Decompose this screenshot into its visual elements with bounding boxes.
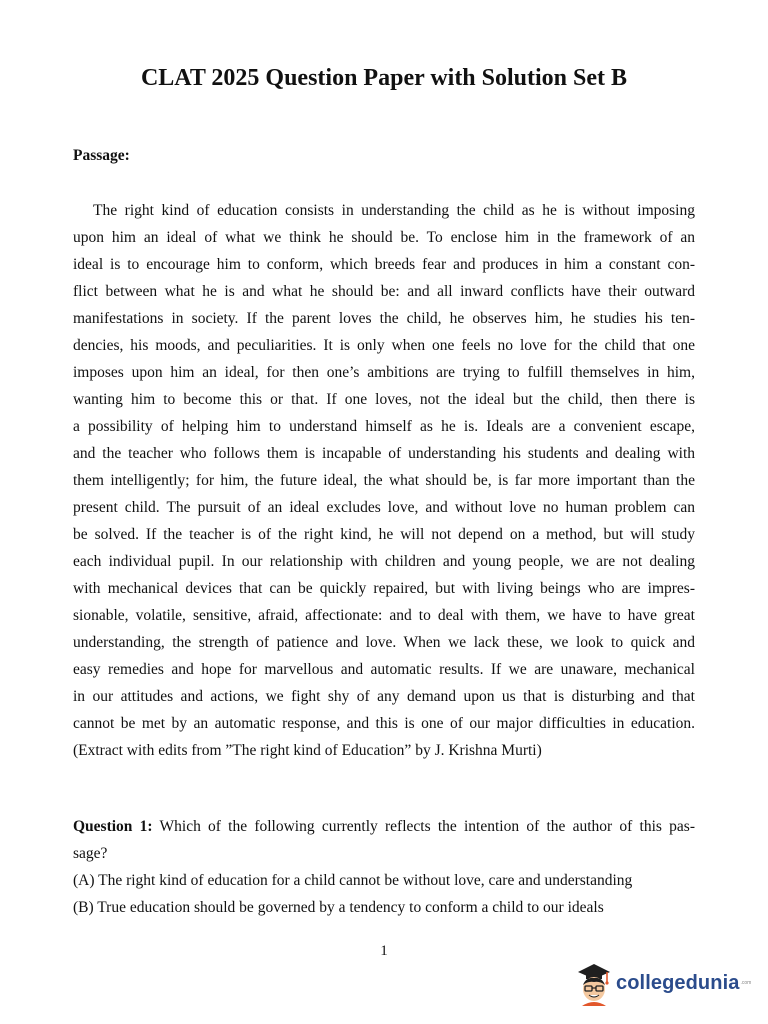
passage-line: cannot be met by an automatic response, and this is one of our major difficulties in education. (73, 715, 695, 732)
passage-source-line: (Extract with edits from ”The right kind of Education” by J. Krishna Murti) (73, 742, 542, 759)
passage-line: flict between what he is and what he should be: and all inward conflicts have their outward (73, 283, 695, 300)
question-stem (73, 813, 695, 840)
collegedunia-logo (574, 958, 754, 1008)
passage-line: The right kind of education consists in understanding the child as he is without imposing (93, 202, 695, 219)
passage-line: present child. The pursuit of an ideal excludes love, and without love no human problem can (73, 499, 695, 516)
passage-line: a possibility of helping him to understand himself as he is. Ideals are a convenient escape, (73, 418, 695, 435)
passage-line: with mechanical devices that can be quickly repaired, but with living beings who are impres- (73, 580, 695, 597)
passage-line: understanding, the strength of patience and love. When we lack these, we look to quick and (73, 634, 695, 651)
page-number: 1 (380, 943, 388, 959)
passage-line: be solved. If the teacher is of the right kind, he will not depend on a method, but will study (73, 526, 695, 543)
brand-name: collegedunia (616, 971, 740, 994)
passage-line: them intelligently; for him, the future ideal, the what should be, is far more important than the (73, 472, 695, 489)
option-b: (B) True education should be governed by a tendency to conform a child to our ideals (73, 899, 604, 916)
page-title: CLAT 2025 Question Paper with Solution Set B (140, 65, 628, 91)
passage-text (73, 197, 695, 764)
passage-line: upon him an ideal of what we think he should be. To enclose him in the framework of an (73, 229, 695, 246)
passage-line: imposes upon him an ideal, for then one’s ambitions are trying to fulfill themselves in him, (73, 364, 695, 381)
passage-label: Passage: (73, 147, 130, 164)
question-text: Which of the following currently reflects the intention of the author of this pas- (159, 818, 695, 835)
passage-line: each individual pupil. In our relationship with children and young people, we are not dealing (73, 553, 695, 570)
passage-line: dencies, his moods, and peculiarities. It is only when one feels no love for the child that one (73, 337, 695, 354)
passage-line: in our attitudes and actions, we fight shy of any demand upon us that is disturbing and that (73, 688, 695, 705)
passage-line: ideal is to encourage him to conform, which breeds fear and produces in him a constant con- (73, 256, 695, 273)
question-text-continued: sage? (73, 845, 108, 862)
question-label: Question 1: (73, 818, 153, 835)
option-a: (A) The right kind of education for a child cannot be without love, care and understanding (73, 872, 633, 889)
passage-line: and the teacher who follows them is incapable of understanding his students and dealing with (73, 445, 695, 462)
question-block (73, 813, 695, 921)
student-mascot-icon (574, 960, 614, 1006)
passage-line: wanting him to become this or that. If one loves, not the ideal but the child, then there is (73, 391, 695, 408)
passage-line: manifestations in society. If the parent loves the child, he observes him, he studies his ten- (73, 310, 695, 327)
passage-line: easy remedies and hope for marvellous and automatic results. If we are unaware, mechanical (73, 661, 695, 678)
brand-domain: .com (740, 980, 752, 986)
passage-line: sionable, volatile, sensitive, afraid, affectionate: and to deal with them, we have to have great (73, 607, 695, 624)
